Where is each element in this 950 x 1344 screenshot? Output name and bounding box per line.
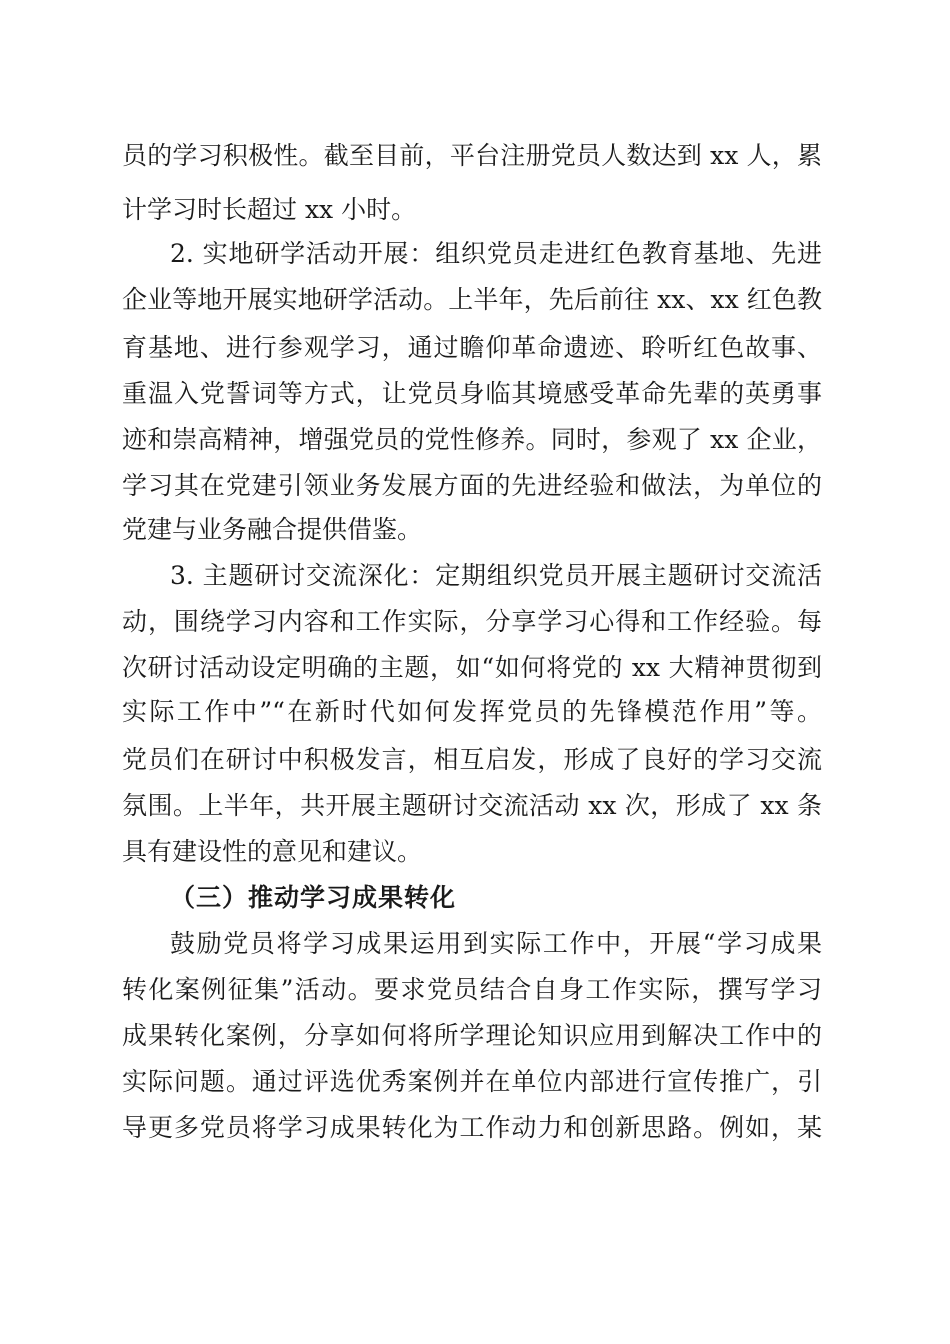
body-text-line: 员的学习积极性。截至目前，平台注册党员人数达到 xx 人，累 xyxy=(122,141,822,170)
body-text-line: 实际工作中”“在新时代如何发挥党员的先锋模范作用”等。 xyxy=(122,697,822,726)
body-text-line: 具有建设性的意见和建议。 xyxy=(122,837,423,866)
body-text-line: 党建与业务融合提供借鉴。 xyxy=(122,515,423,544)
body-text-line: 实际问题。通过评选优秀案例并在单位内部进行宣传推广，引 xyxy=(122,1067,822,1096)
body-text-line: 育基地、进行参观学习，通过瞻仰革命遗迹、聆听红色故事、 xyxy=(122,333,822,362)
body-text-line: 动，围绕学习内容和工作实际，分享学习心得和工作经验。每 xyxy=(122,607,822,636)
body-text-line: 转化案例征集”活动。要求党员结合自身工作实际，撰写学习 xyxy=(122,975,822,1004)
paragraph-first-line: 鼓励党员将学习成果运用到实际工作中，开展“学习成果 xyxy=(170,929,822,958)
body-text-line: 迹和崇高精神，增强党员的党性修养。同时，参观了 xx 企业， xyxy=(122,425,822,454)
body-text-line: 次研讨活动设定明确的主题，如“如何将党的 xx 大精神贯彻到 xyxy=(122,653,822,682)
body-text-line: 计学习时长超过 xx 小时。 xyxy=(122,195,417,224)
body-text-line: 成果转化案例，分享如何将所学理论知识应用到解决工作中的 xyxy=(122,1021,822,1050)
body-text-line: 党员们在研讨中积极发言，相互启发，形成了良好的学习交流 xyxy=(122,745,822,774)
body-text-line: 氛围。上半年，共开展主题研讨交流活动 xx 次，形成了 xx 条 xyxy=(122,791,822,820)
item-3-first-line: 3. 主题研讨交流深化：定期组织党员开展主题研讨交流活 xyxy=(170,561,822,590)
item-2-first-line: 2. 实地研学活动开展：组织党员走进红色教育基地、先进 xyxy=(170,239,822,268)
body-text-line: 导更多党员将学习成果转化为工作动力和创新思路。例如，某 xyxy=(122,1113,822,1142)
body-text-line: 重温入党誓词等方式，让党员身临其境感受革命先辈的英勇事 xyxy=(122,379,822,408)
body-text-line: 企业等地开展实地研学活动。上半年，先后前往 xx、xx 红色教 xyxy=(122,285,822,314)
body-text-line: 学习其在党建引领业务发展方面的先进经验和做法，为单位的 xyxy=(122,471,822,500)
section-heading: （三）推动学习成果转化 xyxy=(170,883,457,912)
